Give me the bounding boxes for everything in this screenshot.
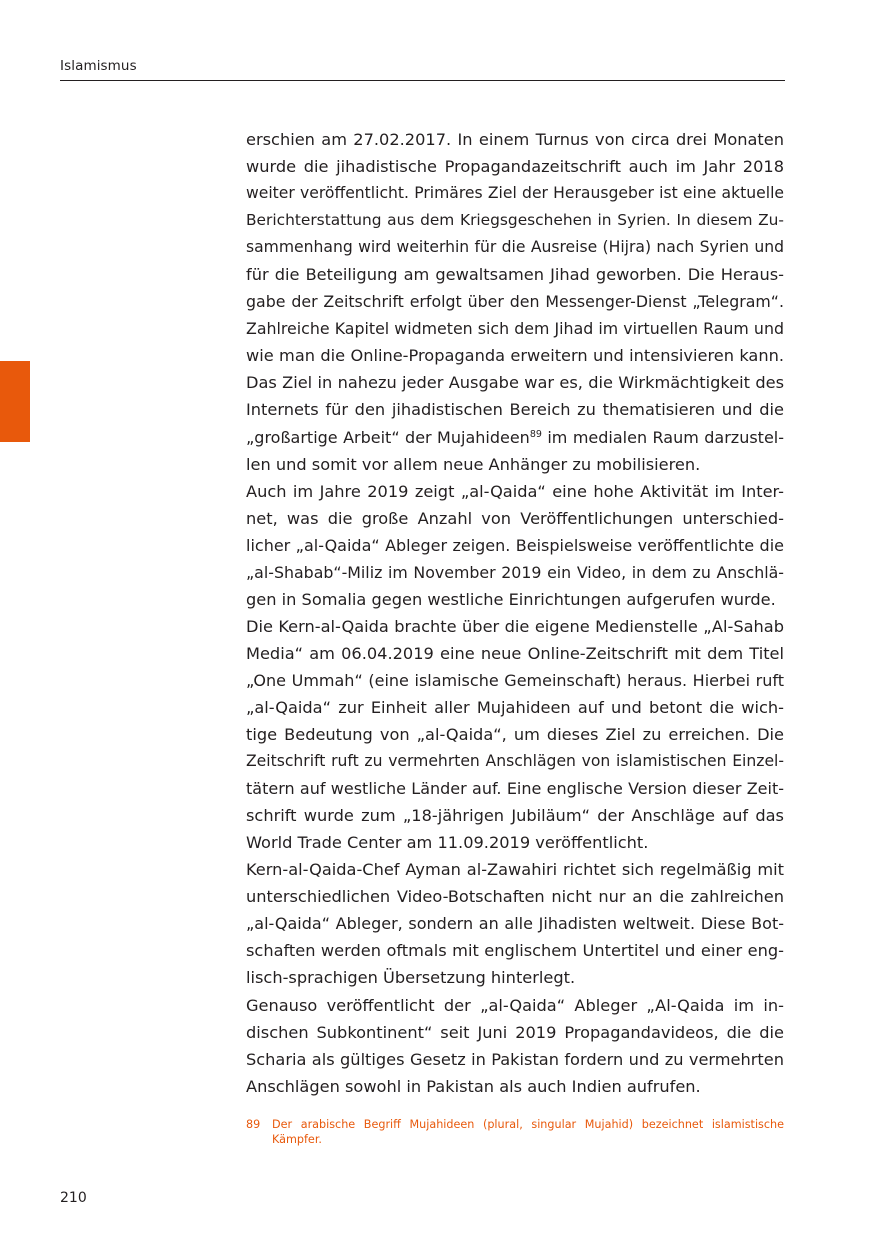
text-line: Berichterstattung aus dem Kriegsgeschehen in Syrien. In diesem Zu- [246,211,784,230]
paragraph-2 [246,478,784,613]
text-line: sammenhang wird weiterhin für die Ausreise (Hijra) nach Syrien und [246,238,784,257]
text-line: schrift wurde zum „18-jährigen Jubiläum“ der Anschläge auf das [246,806,784,826]
paragraph-1 [246,126,784,478]
text-line: Media“ am 06.04.2019 eine neue Online-Zeitschrift mit dem Titel [246,643,784,663]
text-segment: „großartige Arbeit“ der Mujahideen [246,427,530,447]
footnote-number: 89 [246,1118,261,1131]
footnote [246,1118,784,1147]
text-line: Anschlägen sowohl in Pakistan als auch Indien aufrufen. [246,1076,701,1096]
text-line-with-footnote-ref [246,424,784,451]
text-line: dischen Subkontinent“ seit Juni 2019 Propagandavideos, die die [246,1022,784,1042]
text-segment: im medialen Raum darzustel- [541,427,785,447]
text-line: Internets für den jihadistischen Bereich zu thematisieren und die [246,400,784,420]
text-line: erschien am 27.02.2017. In einem Turnus von circa drei Monaten [246,130,784,149]
text-line: Scharia als gültiges Gesetz in Pakistan fordern und zu vermehrten [246,1049,784,1069]
text-line: „al-Qaida“ Ableger, sondern an alle Jihadisten weltweit. Diese Bot- [246,914,784,934]
text-line: Kern-al-Qaida-Chef Ayman al-Zawahiri richtet sich regelmäßig mit [246,860,784,880]
text-line: Das Ziel in nahezu jeder Ausgabe war es, die Wirkmächtigkeit des [246,373,784,393]
text-line: „One Ummah“ (eine islamische Gemeinschaft) heraus. Hierbei ruft [246,670,784,690]
text-line: wie man die Online-Propaganda erweitern und intensivieren kann. [246,346,784,366]
page-number: 210 [60,1190,87,1206]
running-head: Islamismus [60,58,137,74]
text-line: World Trade Center am 11.09.2019 veröffentlicht. [246,833,649,853]
text-line: „al-Shabab“-Miliz im November 2019 ein Video, in dem zu Anschlä- [246,562,784,582]
footnote-reference[interactable]: 89 [529,428,542,440]
text-line: weiter veröffentlicht. Primäres Ziel der Herausgeber ist eine aktuelle [246,184,784,203]
text-line: Auch im Jahre 2019 zeigt „al-Qaida“ eine hohe Aktivität im Inter- [246,481,784,501]
footnote-line: Kämpfer. [272,1132,322,1146]
text-line: gen in Somalia gegen westliche Einrichtungen aufgerufen wurde. [246,589,776,609]
text-line: Die Kern-al-Qaida brachte über die eigene Medienstelle „Al-Sahab [246,616,784,636]
paragraph-5 [246,992,784,1100]
text-line: net, was die große Anzahl von Veröffentlichungen unterschied- [246,508,784,528]
text-line: für die Beteiligung am gewaltsamen Jihad geworben. Die Heraus- [246,265,784,285]
text-line: Genauso veröffentlicht der „al-Qaida“ Ableger „Al-Qaida im in- [246,995,784,1015]
text-line: Zeitschrift ruft zu vermehrten Anschlägen von islamistischen Einzel- [246,752,784,771]
text-line: lisch-sprachigen Übersetzung hinterlegt. [246,968,576,988]
text-line: gabe der Zeitschrift erfolgt über den Messenger-Dienst „Telegram“. [246,292,784,312]
text-line: wurde die jihadistische Propagandazeitschrift auch im Jahr 2018 [246,157,784,177]
chapter-marker-tab [0,361,30,442]
body-text [246,126,784,1100]
paragraph-3 [246,613,784,856]
paragraph-4 [246,856,784,991]
footnote-line: Der arabische Begriff Mujahideen (plural, singular Mujahid) bezeichnet islamistische [272,1118,784,1131]
text-line: unterschiedlichen Video-Botschaften nicht nur an die zahlreichen [246,887,784,907]
text-line: Zahlreiche Kapitel widmeten sich dem Jihad im virtuellen Raum und [246,319,784,339]
text-line: tige Bedeutung von „al-Qaida“, um dieses Ziel zu erreichen. Die [246,725,784,745]
text-line: tätern auf westliche Länder auf. Eine englische Version dieser Zeit- [246,779,784,799]
text-line: len und somit vor allem neue Anhänger zu mobilisieren. [246,454,701,474]
header-rule [60,80,785,81]
text-line: licher „al-Qaida“ Ableger zeigen. Beispielsweise veröffentlichte die [246,535,784,555]
text-line: „al-Qaida“ zur Einheit aller Mujahideen auf und betont die wich- [246,697,784,717]
footnote-text [272,1118,784,1147]
text-line: schaften werden oftmals mit englischem Untertitel und einer eng- [246,941,784,961]
